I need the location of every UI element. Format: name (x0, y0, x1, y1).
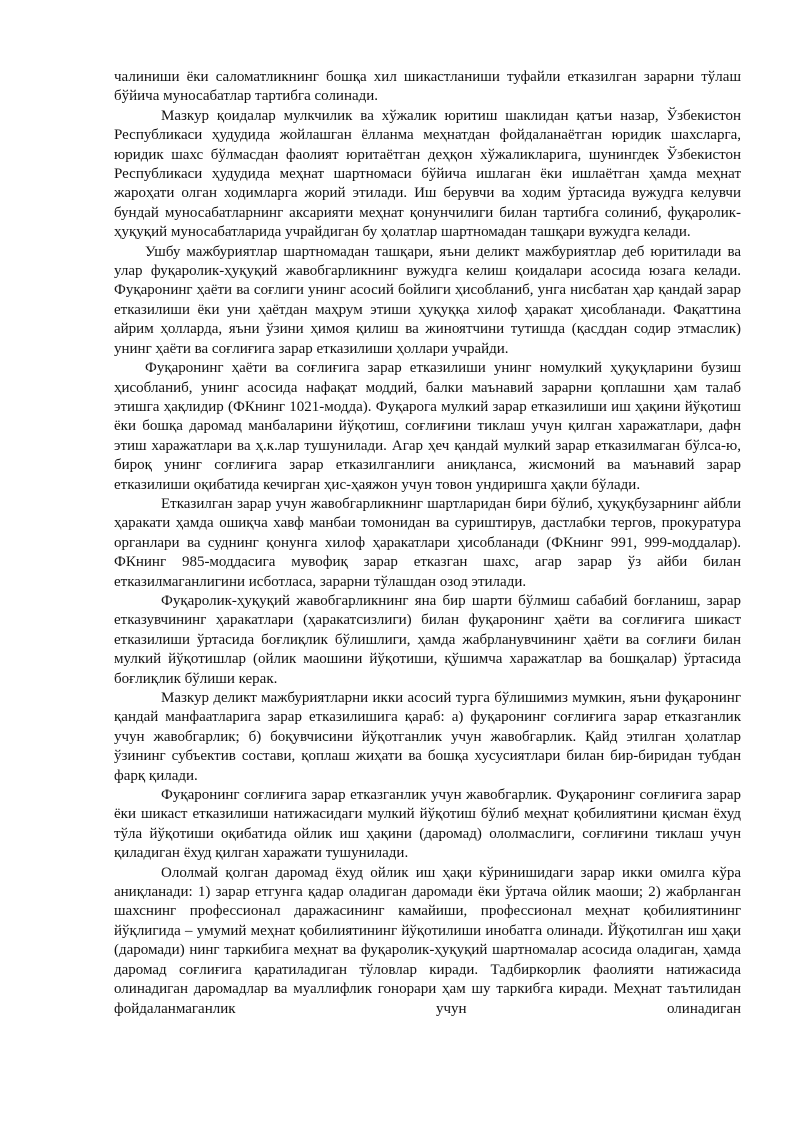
paragraph-4: Фуқаронинг ҳаёти ва соғлиғига зарар етказилиши унинг номулкий ҳуқуқларини бузиш ҳисобланиб, унинг асосида нафақат моддий, балки маънавий зарарни қоплашни ҳам талаб этишга ҳақлидир (ФКнинг 1021-модда). Фуқарога мулкий зарар етказилиши иш ҳақини йўқотиш ёки бошқа даромад манбаларини йўқотиш, соғлиғини тиклаш учун қилган харажатлари, дафн этиш харажатлари ва ҳ.к.лар тушунилади. Агар ҳеч қандай мулкий зарар етказилмаган бўлса-ю, бироқ унинг соғлиғига зарар етказилганлиги аниқланса, жисмоний ва маънавий зарар етказилиши оқибатида кечирган ҳис-ҳаяжон учун товон ундиришга ҳақли бўлади. (114, 360, 741, 493)
paragraph-6: Фуқаролик-ҳуқуқий жавобгарликнинг яна бир шарти бўлмиш сабабий боғланиш, зарар етказувчининг ҳаракатлари (ҳаракатсизлиги) билан фуқаронинг ҳаёти ва соғлиғига шикаст етказилиши ўртасида боғлиқлик бўлишлиги, ҳамда жабрланувчининг ҳаёти ва соғлиғи билан мулкий йўқотишлар (ойлик маошини йўқотиши, қўшимча харажатлар ва бошқалар) ўртасида боғлиқлик бўлиши керак. (114, 592, 741, 687)
paragraph-7: Мазкур деликт мажбуриятларни икки асосий турга бўлишимиз мумкин, яъни фуқаронинг қандай манфаатларига зарар етказилишига қараб: а) фуқаронинг соғлиғига зарар етказганлик учун жавобгарлик; б) боқувчисини йўқотганлик учун жавобгарлик. Қайд этилган ҳолатлар ўзининг субъектив состави, қоплаш жиҳати ва бошқа хусусиятлари билан бир-биридан тубдан фарқ қилади. (114, 690, 741, 784)
paragraph-1: чалиниши ёки саломатликнинг бошқа хил шикастланиши туфайли етказилган зарарни тўлаш бўйича муносабатлар тартибга солинади. (114, 69, 741, 105)
paragraph-2: Мазкур қоидалар мулкчилик ва хўжалик юритиш шаклидан қатъи назар, Ўзбекистон Республикаси ҳудудида жойлашган ёлланма меҳнатдан фойдаланаётган юридик шахсларга, юридик шахс бўлмасдан фаолият юритаётган деҳқон хўжаликларига, шунингдек Ўзбекистон Республикаси ҳудудида меҳнат шартномаси бўйича ишлаган ёки ишлаётган ҳамда меҳнат жароҳати олган ходимларга жорий этилади. Иш берувчи ва ходим ўртасида вужудга келувчи бундай муносабатларнинг аксарияти меҳнат қонунчилиги билан тартибга солиниб, фуқаролик-ҳуқуқий муносабатларида учрайдиган бу ҳолатлар шартномадан ташқари вужудга келади. (114, 107, 741, 241)
paragraph-5: Етказилган зарар учун жавобгарликнинг шартларидан бири бўлиб, ҳуқуқбузарнинг айбли ҳаракати ҳамда ошиқча хавф манбаи томонидан ва суриштирув, дастлабки тергов, прокуратура органлари ва суднинг қонунга хилоф ҳаракатлари ҳисобланади (ФКнинг 991, 999-моддалар). ФКнинг 985-моддасига мувофиқ зарар етказган шахс, агар зарар ўз айби билан етказилмаганлигини исботласа, зарарни тўлашдан озод этилади. (114, 495, 741, 590)
paragraph-8: Фуқаронинг соғлиғига зарар етказганлик учун жавобгарлик. Фуқаронинг соғлиғига зарар ёки шикаст етказилиши натижасидаги мулкий йўқотиш бўлиб меҳнат қобилиятини қисман ёхуд тўла йўқотиши оқибатида ойлик иш ҳақини (даромад) ололмаслиги, соғлиғини тиклаш учун қиладиган ёхуд қилган харажати тушунилади. (114, 787, 741, 862)
document-page (114, 68, 741, 1019)
paragraph-3: Ушбу мажбуриятлар шартномадан ташқари, яъни деликт мажбуриятлар деб юритилади ва улар фуқаролик-ҳуқуқий жавобгарликнинг вужудга келиш қоидалари асосида юзага келади. Фуқаронинг ҳаёти ва соғлиги унинг асосий бойлиги ҳисобланиб, унга нисбатан ҳар қандай зарар етказилиши ёки уни ҳаётдан маҳрум этиши ҳуқуққа хилоф ҳаракат ҳисобланади. Фақаттина айрим ҳолларда, яъни ўзини ҳимоя қилиш ва жиноятчини тутишда (қасддан содир этмаслик) унинг ҳаёти ва соғлиғига зарар етказилиши ҳоллари учрайди. (114, 243, 741, 357)
paragraph-9: Ололмай қолган даромад ёхуд ойлик иш ҳақи кўринишидаги зарар икки омилга кўра аниқланади: 1) зарар етгунга қадар оладиган даромади ёки ўртача ойлик маоши; 2) жабрланган шахснинг профессионал даражасининг камайиши, профессионал меҳнат қобилиятининг йўқлигида – умумий меҳнат қобилиятининг йўқотилиши инобатга олинади. Йўқотилган иш ҳақи (даромади) нинг таркибига меҳнат ва фуқаролик-ҳуқуқий шартномалар асосида оладиган, ҳамда даромад соғлиғига қаратиладиган тўловлар киради. Тадбиркорлик фаолияти натижасида олинадиган даромадлар ва муаллифлик гонорари ҳам шу таркибга киради. Меҳнат таътилидан фойдаланмаганлик учун олинадиган (114, 864, 741, 1017)
